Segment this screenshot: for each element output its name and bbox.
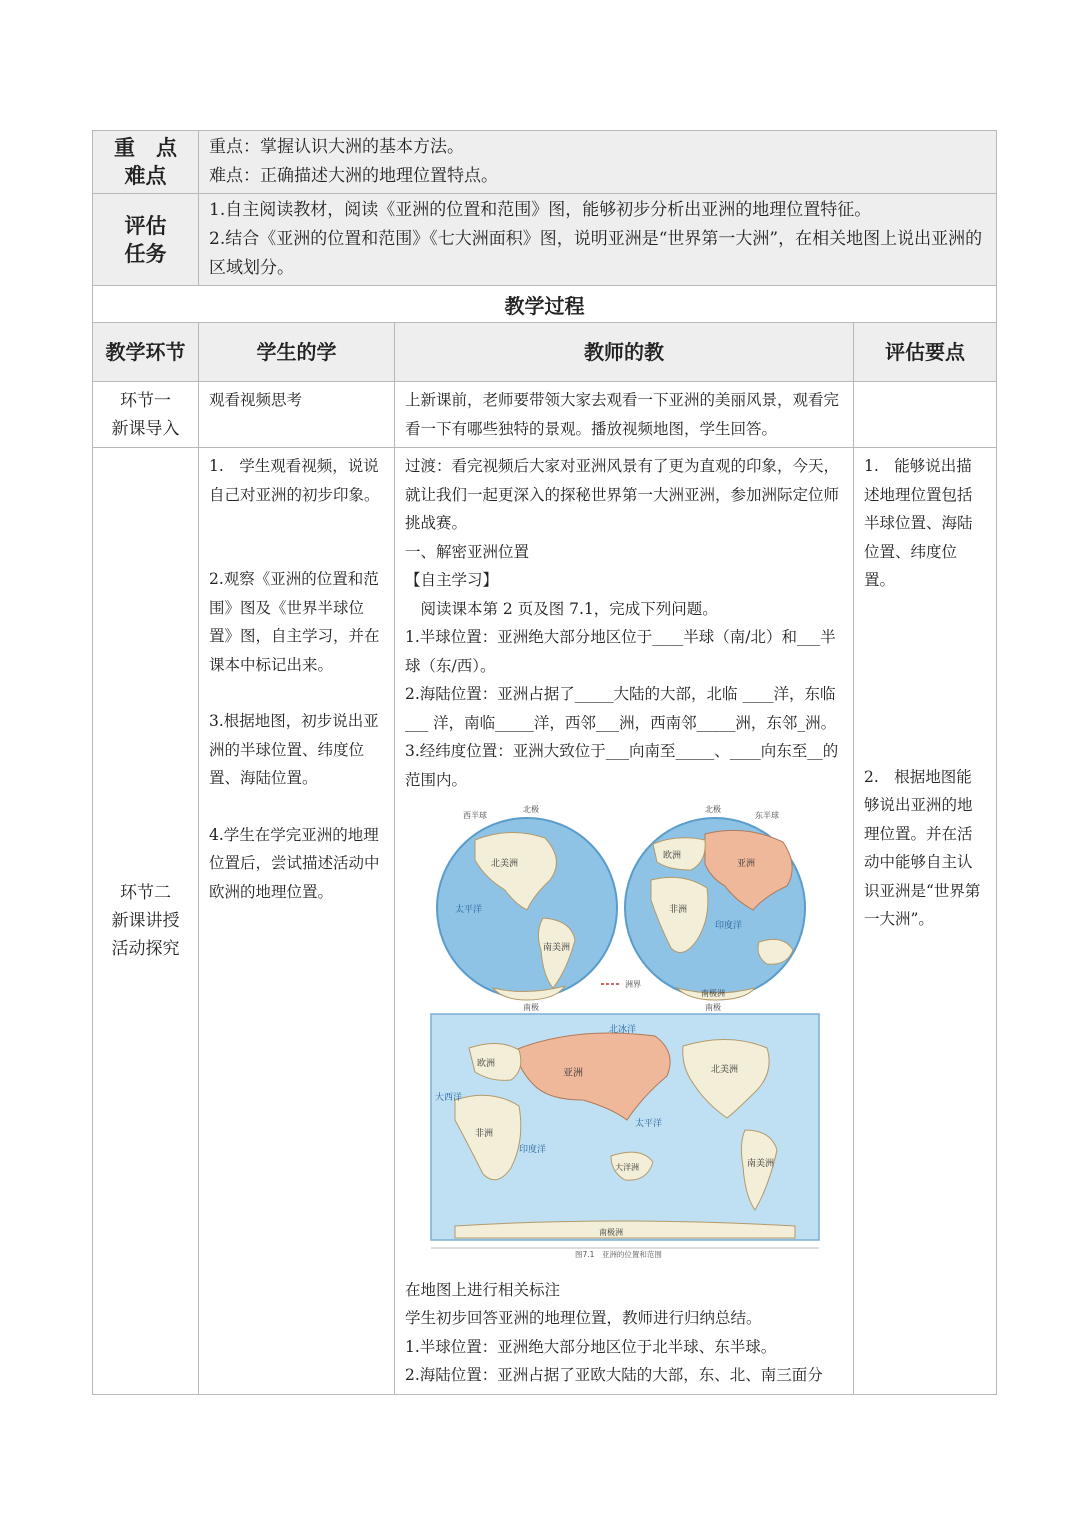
answer-land-sea: 2.海陆位置：亚洲占据了亚欧大陆的大部，东、北、南三面分 [405, 1366, 823, 1384]
label-antarctica-world: 南极洲 [599, 1228, 623, 1237]
teacher-summary: 学生初步回答亚洲的地理位置，教师进行归纳总结。 [405, 1309, 762, 1327]
focus-label [93, 131, 199, 194]
label-north-america-hemi: 北美洲 [491, 859, 519, 869]
task-label-line1: 评估 [124, 213, 167, 238]
row2-student [199, 448, 395, 1395]
header-student: 学生的学 [199, 323, 395, 382]
label-oceania-world: 大洋洲 [615, 1163, 639, 1172]
figure-caption: 图7.1 亚洲的位置和范围 [575, 1250, 662, 1259]
stage-1-line1: 环节一 [120, 390, 171, 411]
row2-eval [854, 448, 997, 1395]
label-pacific-hemi: 太平洋 [455, 905, 483, 915]
stage-1-line2: 新课导入 [111, 418, 180, 439]
key-point-text: 重点：掌握认识大洲的基本方法。 [209, 137, 464, 157]
stage-2-line3: 活动探究 [111, 938, 180, 959]
world-map [431, 1014, 819, 1240]
hemisphere-maps [437, 804, 805, 1012]
label-antarctica-hemi: 南极洲 [701, 989, 725, 998]
label-north-america-world: 北美洲 [711, 1065, 739, 1075]
task-item-2: 2.结合《亚洲的位置和范围》《七大洲面积》图，说明亚洲是“世界第一大洲”，在相关地图上说出亚洲的区域划分。 [209, 229, 983, 278]
task-label [93, 194, 199, 286]
header-eval: 评估要点 [854, 323, 997, 382]
legend-label: 洲界 [625, 980, 641, 989]
label-south-america-world: 南美洲 [747, 1159, 775, 1169]
west-hemisphere-label: 西半球 [463, 811, 487, 820]
header-stage: 教学环节 [93, 323, 199, 382]
stage-2 [93, 448, 199, 1395]
label-pacific-world: 太平洋 [635, 1119, 663, 1129]
label-south-america-hemi: 南美洲 [543, 943, 571, 953]
label-africa-world: 非洲 [475, 1129, 494, 1139]
row1-student: 观看视频思考 [199, 382, 395, 448]
lesson-plan-table [92, 130, 997, 1395]
label-africa-hemi: 非洲 [669, 905, 688, 915]
task-label-line2: 任务 [124, 241, 167, 266]
student-step-3: 3.根据地图，初步说出亚洲的半球位置、纬度位置、海陆位置。 [209, 712, 379, 787]
focus-label-line2: 难点 [124, 164, 167, 188]
label-europe-hemi: 欧洲 [663, 851, 682, 861]
question-lat-long: 3.经纬度位置：亚洲大致位于___向南至_____、____向东至__的范围内。 [405, 742, 839, 789]
row1-eval [854, 382, 997, 448]
north-pole-label-west: 北极 [523, 805, 539, 814]
student-step-1: 1. 学生观看视频，说说自己对亚洲的初步印象。 [209, 457, 380, 504]
question-hemisphere: 1.半球位置：亚洲绝大部分地区位于____半球（南/北）和___半球（东/西）。 [405, 628, 836, 675]
lesson-plan-document [92, 130, 996, 1395]
label-arctic-world: 北冰洋 [609, 1025, 637, 1035]
stage-2-line1: 环节二 [120, 882, 171, 903]
student-step-4: 4.学生在学完亚洲的地理位置后，尝试描述活动中欧洲的地理位置。 [209, 825, 380, 901]
asia-map-svg [415, 800, 823, 1260]
task-item-1: 1.自主阅读教材，阅读《亚洲的位置和范围》图，能够初步分析出亚洲的地理位置特征。 [209, 200, 872, 220]
focus-label-line1: 重 点 [114, 136, 177, 160]
label-atlantic-world: 大西洋 [435, 1093, 463, 1103]
focus-content [199, 131, 997, 194]
label-indian-world: 印度洋 [519, 1145, 547, 1155]
label-asia-hemi: 亚洲 [737, 859, 756, 869]
student-step-2: 2.观察《亚洲的位置和范围》图及《世界半球位置》图，自主学习，并在课本中标记出来。 [209, 570, 380, 674]
east-hemisphere-label: 东半球 [755, 811, 779, 820]
teacher-section-heading: 一、解密亚洲位置 [405, 542, 530, 561]
teacher-self-study-tag: 【自主学习】 [405, 571, 499, 589]
stage-2-line2: 新课讲授 [111, 910, 180, 931]
teacher-annotate: 在地图上进行相关标注 [405, 1280, 561, 1299]
north-pole-label-east: 北极 [705, 805, 721, 814]
teacher-instruction: 阅读课本第 2 页及图 7.1，完成下列问题。 [405, 599, 718, 618]
south-pole-label-west: 南极 [523, 1003, 539, 1012]
task-content [199, 194, 997, 286]
eval-point-1: 1. 能够说出描述地理位置包括半球位置、海陆位置、纬度位置。 [864, 457, 973, 589]
section-title: 教学过程 [93, 286, 997, 323]
eval-point-2: 2. 根据地图能够说出亚洲的地理位置。并在活动中能够自主认识亚洲是“世界第一大洲”。 [864, 767, 981, 928]
row1-teacher: 上新课前，老师要带领大家去观看一下亚洲的美丽风景，观看完看一下有哪些独特的景观。播放视频地图，学生回答。 [395, 382, 854, 448]
label-indian-hemi: 印度洋 [715, 921, 743, 931]
label-asia-world: 亚洲 [563, 1068, 583, 1079]
header-teacher: 教师的教 [395, 323, 854, 382]
stage-1 [93, 382, 199, 448]
answer-hemisphere: 1.半球位置：亚洲绝大部分地区位于北半球、东半球。 [405, 1337, 777, 1356]
teacher-transition: 过渡：看完视频后大家对亚洲风景有了更为直观的印象，今天，就让我们一起更深入的探秘世界第一大洲亚洲，参加洲际定位师挑战赛。 [405, 457, 840, 532]
asia-location-figure [415, 800, 823, 1270]
label-europe-world: 欧洲 [477, 1059, 496, 1069]
difficulty-text: 难点：正确描述大洲的地理位置特点。 [209, 166, 498, 186]
antarctica-shape-world [455, 1221, 795, 1238]
row2-teacher [395, 448, 854, 1395]
question-land-sea: 2.海陆位置：亚洲占据了_____大陆的大部，北临 ____洋，东临___ 洋，南临_____洋，西邻___洲，西南邻_____洲，东邻_洲。 [405, 685, 837, 732]
south-pole-label-east: 南极 [705, 1003, 721, 1012]
